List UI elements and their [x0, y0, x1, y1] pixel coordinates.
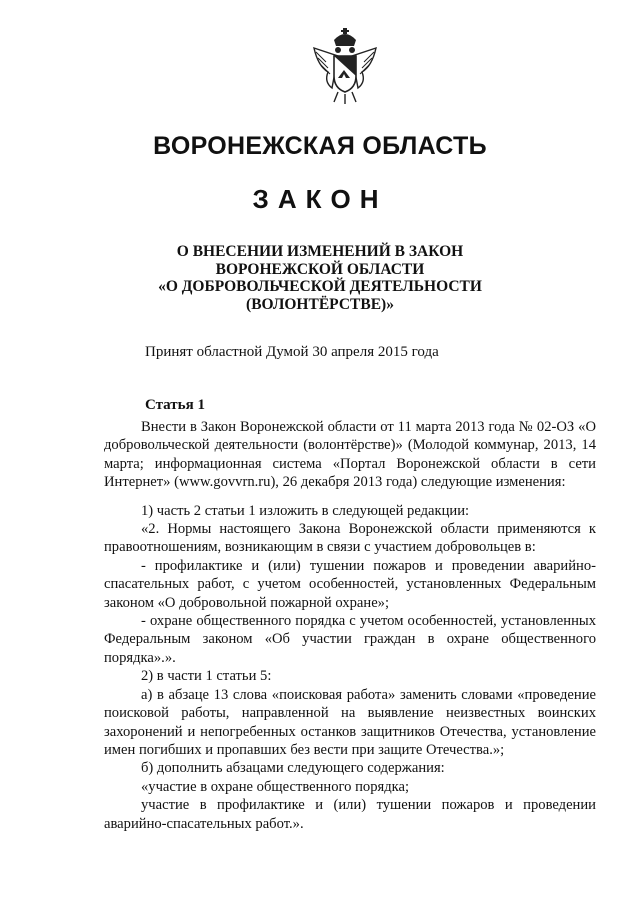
paragraph: 2) в части 1 статьи 5:: [141, 668, 272, 685]
law-title: [0, 243, 640, 313]
paragraph: 1) часть 2 статьи 1 изложить в следующей редакции:: [141, 502, 470, 519]
paragraph: «2. Нормы настоящего Закона Воронежской области применяются к правоотношениям, возникающим в связи с участием добровольцев в:: [104, 521, 596, 556]
paragraph: Внести в Закон Воронежской области от 11 марта 2013 года № 02-ОЗ «О добровольческой деятельности (волонтёрстве)» (Молодой коммунар, 2013, 14 марта; информационная система «Портал Воронежской области в сети Интернет» (www.govvrn.ru), 26 декабря 2013 года) следующие изменения:: [104, 419, 596, 491]
paragraph: - профилактике и (или) тушении пожаров и проведении аварийно-спасательных работ, с учетом особенностей, установленных Федеральным законом «О добровольной пожарной охране»;: [104, 557, 596, 611]
adoption-date: Принят областной Думой 30 апреля 2015 года: [145, 344, 439, 360]
coat-of-arms-icon: [308, 26, 382, 106]
paragraph: участие в профилактике и (или) тушении пожаров и проведении аварийно-спасательных работ.».: [104, 797, 596, 832]
region-title: ВОРОНЕЖСКАЯ ОБЛАСТЬ: [153, 132, 487, 160]
law-title-line: ВОРОНЕЖСКОЙ ОБЛАСТИ: [215, 260, 425, 278]
paragraph: б) дополнить абзацами следующего содержания:: [141, 760, 445, 777]
law-title-line: О ВНЕСЕНИИ ИЗМЕНЕНИЙ В ЗАКОН: [176, 243, 464, 260]
article-body: [104, 418, 596, 833]
document-type: ЗАКОН: [252, 184, 388, 214]
law-title-line: «О ДОБРОВОЛЬЧЕСКОЙ ДЕЯТЕЛЬНОСТИ: [158, 278, 482, 295]
law-title-line: (ВОЛОНТЁРСТВЕ)»: [246, 295, 394, 313]
article-heading: Статья 1: [145, 397, 205, 413]
paragraph: «участие в охране общественного порядка;: [141, 778, 410, 795]
paragraph: - охране общественного порядка с учетом особенностей, установленных Федеральным законом «Об участии граждан в охране общественного порядка».».: [104, 613, 596, 666]
paragraph: а) в абзаце 13 слова «поисковая работа» заменить словами «проведение поисковой работы, направленной на выявление неизвестных воинских захоронений и непогребенных останков защитников Отечества, установление имен погибших и пропавших без вести при защите Отечества.»;: [104, 686, 596, 758]
